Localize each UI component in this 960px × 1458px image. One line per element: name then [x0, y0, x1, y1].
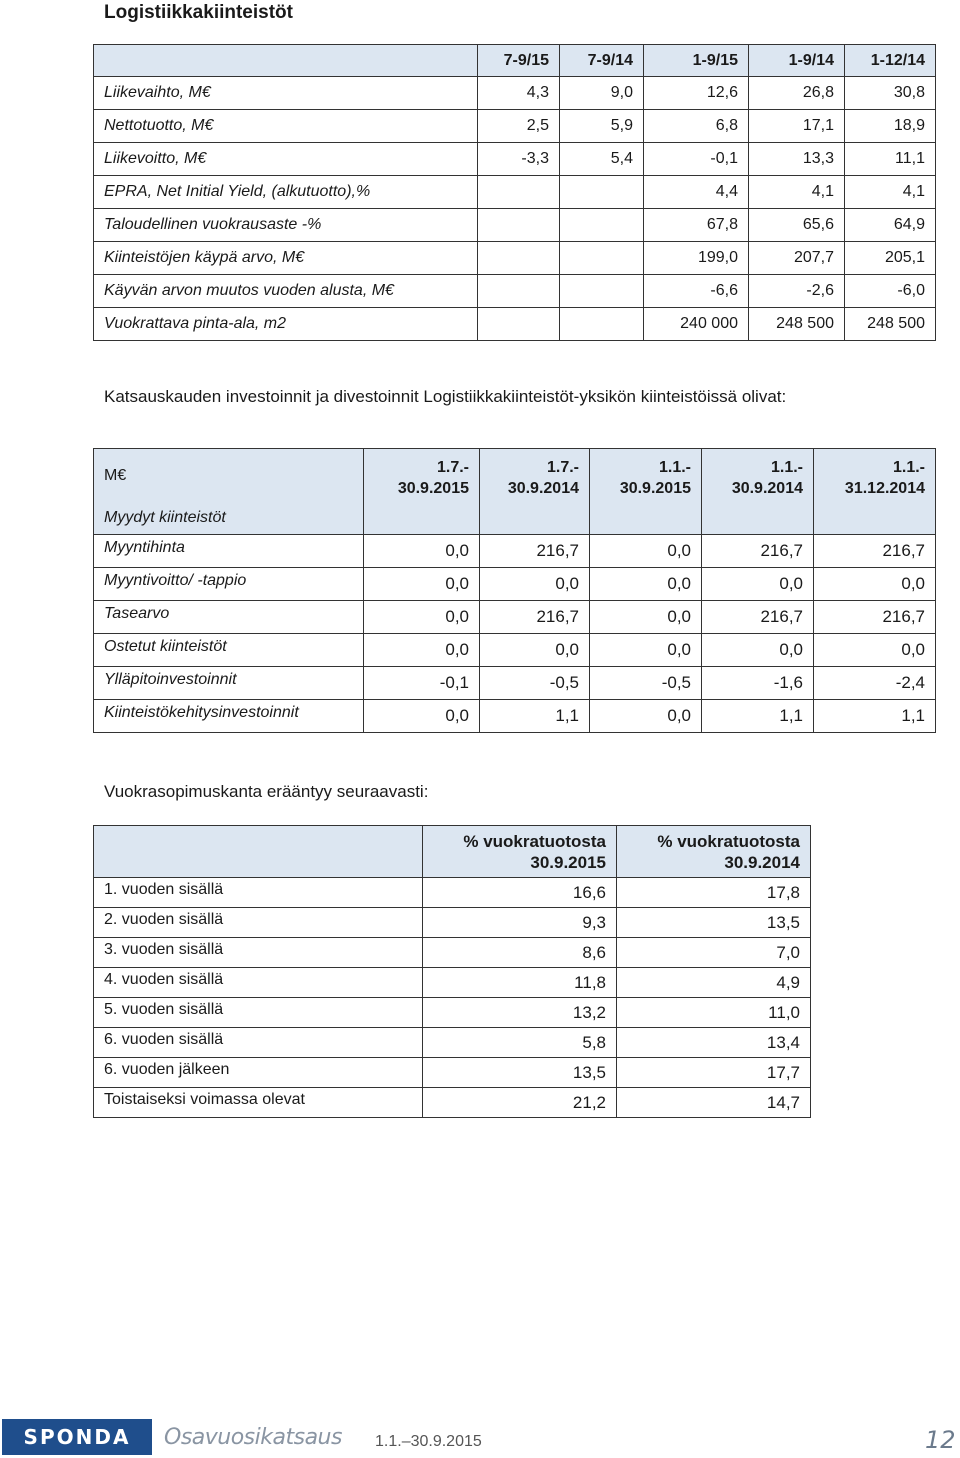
table-cell: 17,1: [749, 110, 845, 143]
table-cell: 0,0: [702, 568, 814, 601]
table-cell: -1,6: [702, 667, 814, 700]
table-cell: 16,6: [423, 878, 617, 908]
table-row: [94, 634, 936, 667]
table-cell: 64,9: [845, 209, 936, 242]
unit-label: M€: [104, 467, 127, 484]
lease-expiry-subtitle: Vuokrasopimuskanta erääntyy seuraavasti:: [104, 782, 429, 801]
table-cell: [478, 176, 560, 209]
table-cell: 7,0: [617, 938, 811, 968]
table-cell: [560, 176, 644, 209]
table-cell: 17,7: [617, 1058, 811, 1088]
table-cell: [560, 275, 644, 308]
column-header: 1.7.- 30.9.2015: [364, 449, 480, 535]
table-cell: 207,7: [749, 242, 845, 275]
table-row: [94, 242, 936, 275]
table-cell: 0,0: [364, 601, 480, 634]
table-cell: 0,0: [814, 634, 936, 667]
column-header: 1.1.- 30.9.2014: [702, 449, 814, 535]
table-cell: 0,0: [364, 535, 480, 568]
table-header-row: [94, 449, 936, 535]
row-label: Ostetut kiinteistöt: [94, 634, 364, 667]
page-title: Logistiikkakiinteistöt: [104, 2, 293, 23]
table-cell: 5,9: [560, 110, 644, 143]
table-row: [94, 77, 936, 110]
table-cell: 205,1: [845, 242, 936, 275]
table-cell: 216,7: [702, 601, 814, 634]
table-row: [94, 176, 936, 209]
row-label: Taloudellinen vuokrausaste -%: [94, 209, 478, 242]
table-row: [94, 209, 936, 242]
row-label: 4. vuoden sisällä: [94, 968, 423, 998]
table-cell: 0,0: [364, 568, 480, 601]
row-label: Vuokrattava pinta-ala, m2: [94, 308, 478, 341]
report-period: 1.1.–30.9.2015: [375, 1433, 482, 1450]
column-header: [94, 45, 478, 77]
column-header: 1.7.- 30.9.2014: [480, 449, 590, 535]
table-cell: 5,8: [423, 1028, 617, 1058]
table-cell: -0,5: [480, 667, 590, 700]
table-row: [94, 908, 811, 938]
row-label: Käyvän arvon muutos vuoden alusta, M€: [94, 275, 478, 308]
table-row: [94, 968, 811, 998]
table-cell: 0,0: [364, 700, 480, 733]
column-header: 1-9/14: [749, 45, 845, 77]
table-header-row: [94, 826, 811, 878]
lease-expiry-table: [93, 825, 811, 1118]
table-cell: 13,5: [617, 908, 811, 938]
table-cell: 199,0: [644, 242, 749, 275]
table-cell: 11,8: [423, 968, 617, 998]
row-label: 6. vuoden jälkeen: [94, 1058, 423, 1088]
row-label: 5. vuoden sisällä: [94, 998, 423, 1028]
row-label: 2. vuoden sisällä: [94, 908, 423, 938]
row-label: Kiinteistökehitysinvestoinnit: [94, 700, 364, 733]
table-cell: 216,7: [480, 535, 590, 568]
table-row: [94, 1058, 811, 1088]
table-cell: [560, 308, 644, 341]
table-cell: -2,4: [814, 667, 936, 700]
row-label: Ylläpitoinvestoinnit: [94, 667, 364, 700]
table-cell: 0,0: [702, 634, 814, 667]
table-row: [94, 535, 936, 568]
column-header: [94, 826, 423, 878]
table-cell: 5,4: [560, 143, 644, 176]
row-label: Myyntihinta: [94, 535, 364, 568]
column-header: 1-12/14: [845, 45, 936, 77]
table-cell: 1,1: [814, 700, 936, 733]
table-cell: -0,5: [590, 667, 702, 700]
table-cell: [478, 242, 560, 275]
table-cell: 0,0: [590, 568, 702, 601]
table-cell: 65,6: [749, 209, 845, 242]
table-cell: -6,6: [644, 275, 749, 308]
table-cell: 18,9: [845, 110, 936, 143]
table-cell: 11,0: [617, 998, 811, 1028]
table-row: [94, 1088, 811, 1118]
table-cell: 21,2: [423, 1088, 617, 1118]
page-number: 12: [925, 1426, 956, 1454]
table-cell: 4,1: [749, 176, 845, 209]
row-label: Nettotuotto, M€: [94, 110, 478, 143]
investments-table: [93, 448, 936, 733]
table-cell: 13,2: [423, 998, 617, 1028]
table-row: [94, 938, 811, 968]
key-figures-table: [93, 44, 936, 341]
table-cell: -6,0: [845, 275, 936, 308]
table-cell: 8,6: [423, 938, 617, 968]
row-label: Liikevoitto, M€: [94, 143, 478, 176]
table-cell: 1,1: [480, 700, 590, 733]
table-cell: -0,1: [364, 667, 480, 700]
table-cell: 11,1: [845, 143, 936, 176]
sponda-logo: SPONDA: [2, 1419, 152, 1455]
table-cell: 0,0: [590, 535, 702, 568]
table-row: [94, 998, 811, 1028]
column-header: 1-9/15: [644, 45, 749, 77]
unit-header: [94, 449, 364, 535]
table-cell: [478, 308, 560, 341]
table-cell: 9,3: [423, 908, 617, 938]
table-cell: 248 500: [845, 308, 936, 341]
table-cell: 0,0: [590, 700, 702, 733]
table-cell: 0,0: [590, 634, 702, 667]
table-cell: -3,3: [478, 143, 560, 176]
table-row: [94, 667, 936, 700]
table-row: [94, 143, 936, 176]
table-row: [94, 1028, 811, 1058]
table-cell: 0,0: [480, 568, 590, 601]
column-header: 1.1.- 31.12.2014: [814, 449, 936, 535]
table-cell: 216,7: [702, 535, 814, 568]
table-cell: 12,6: [644, 77, 749, 110]
table-cell: 4,3: [478, 77, 560, 110]
table-cell: 4,9: [617, 968, 811, 998]
table-cell: 216,7: [480, 601, 590, 634]
table-cell: 2,5: [478, 110, 560, 143]
table-row: [94, 110, 936, 143]
row-label: 1. vuoden sisällä: [94, 878, 423, 908]
row-label: Liikevaihto, M€: [94, 77, 478, 110]
table-cell: 17,8: [617, 878, 811, 908]
table-cell: 9,0: [560, 77, 644, 110]
table-cell: 6,8: [644, 110, 749, 143]
table-cell: 248 500: [749, 308, 845, 341]
column-header: 7-9/14: [560, 45, 644, 77]
investments-intro-text: Katsauskauden investoinnit ja divestoinnit Logistiikkakiinteistöt-yksikön kiinteistöissä olivat:: [104, 387, 787, 406]
table-cell: [560, 242, 644, 275]
report-name: Osavuosikatsaus: [164, 1425, 342, 1450]
table-row: [94, 568, 936, 601]
table-cell: 13,3: [749, 143, 845, 176]
table-cell: 0,0: [364, 634, 480, 667]
table-cell: [560, 209, 644, 242]
table-cell: 0,0: [480, 634, 590, 667]
table-cell: 67,8: [644, 209, 749, 242]
column-header: % vuokratuotosta 30.9.2014: [617, 826, 811, 878]
row-label: Toistaiseksi voimassa olevat: [94, 1088, 423, 1118]
row-label: Kiinteistöjen käypä arvo, M€: [94, 242, 478, 275]
column-header: % vuokratuotosta 30.9.2015: [423, 826, 617, 878]
row-label: EPRA, Net Initial Yield, (alkutuotto),%: [94, 176, 478, 209]
table-cell: 0,0: [814, 568, 936, 601]
table-cell: 216,7: [814, 535, 936, 568]
table-cell: [478, 209, 560, 242]
column-header: 7-9/15: [478, 45, 560, 77]
table-cell: 30,8: [845, 77, 936, 110]
table-cell: -0,1: [644, 143, 749, 176]
table-header-row: [94, 45, 936, 77]
table-row: [94, 601, 936, 634]
table-row: [94, 308, 936, 341]
row-label: Tasearvo: [94, 601, 364, 634]
table-cell: 240 000: [644, 308, 749, 341]
table-row: [94, 700, 936, 733]
table-cell: [478, 275, 560, 308]
row-label: 3. vuoden sisällä: [94, 938, 423, 968]
table-cell: -2,6: [749, 275, 845, 308]
table-cell: 0,0: [590, 601, 702, 634]
row-label: 6. vuoden sisällä: [94, 1028, 423, 1058]
table-cell: 4,4: [644, 176, 749, 209]
table-row: [94, 878, 811, 908]
table-cell: 13,4: [617, 1028, 811, 1058]
table-cell: 4,1: [845, 176, 936, 209]
column-header: 1.1.- 30.9.2015: [590, 449, 702, 535]
table-cell: 1,1: [702, 700, 814, 733]
table-cell: 216,7: [814, 601, 936, 634]
table-row: [94, 275, 936, 308]
table-cell: 13,5: [423, 1058, 617, 1088]
section-label: Myydyt kiinteistöt: [104, 509, 226, 526]
row-label: Myyntivoitto/ -tappio: [94, 568, 364, 601]
table-cell: 14,7: [617, 1088, 811, 1118]
table-cell: 26,8: [749, 77, 845, 110]
